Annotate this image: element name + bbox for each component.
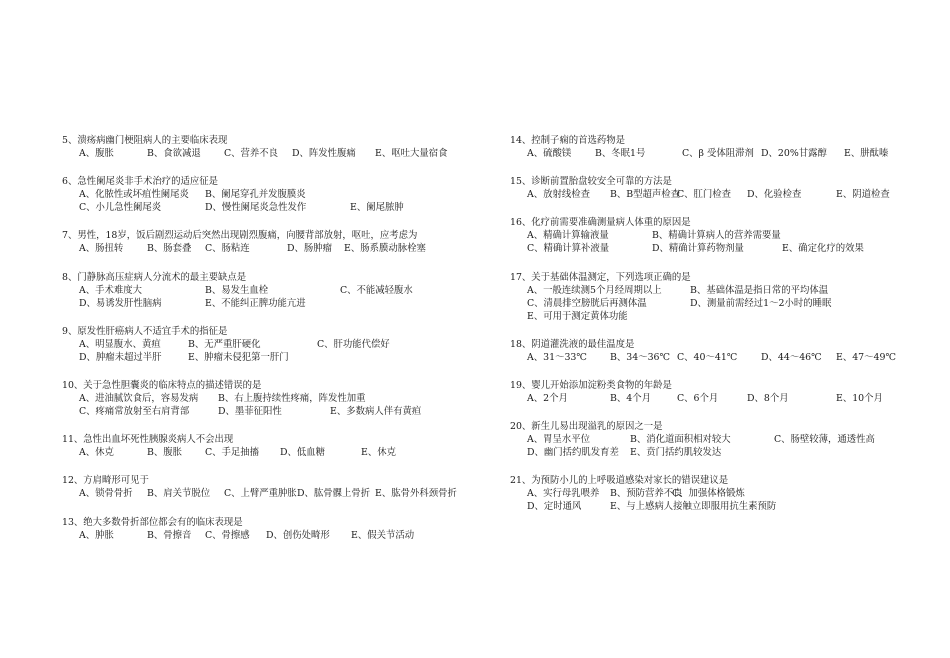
option-row [62,446,482,459]
question-6 [62,175,482,214]
option-b: B、基础体温是指日常的平均体温 [690,284,829,296]
option-e: E、不能纠正脾功能亢进 [205,297,306,309]
option-d: D、8个月 [747,392,789,404]
option-c: E、可用于测定黄体功能 [527,310,628,322]
option-row [62,284,482,297]
option-e: E、确定化疗的效果 [782,243,864,255]
option-c: C、精确计算补液量 [527,243,610,255]
option-d: D、肠肿瘤 [287,243,333,255]
option-a: A、休克 [79,447,114,459]
option-a: A、锁骨骨折 [79,488,133,500]
option-d: D、墨菲征阳性 [218,405,282,417]
question-21 [510,474,940,513]
option-c: C、上臂严重肿胀 [224,488,297,500]
question-text: 7、男性，18岁，饭后剧烈运动后突然出现剧烈腹痛，向腰背部放射，呕吐，应考虑为 [62,230,418,242]
option-d: D、创伤处畸形 [266,529,330,541]
option-c: C、加强体格锻炼 [672,488,745,500]
option-e: E、呕吐大量宿食 [375,148,448,159]
question-text: 18、阴道灌洗液的最佳温度是 [510,338,635,350]
option-d: D、44～46℃ [761,351,822,363]
option-a: A、一般连续测5个月经周期以上 [527,284,662,296]
option-row [62,201,482,214]
option-c: C、不能减轻腹水 [340,284,413,296]
question-8 [62,271,482,310]
question-text: 9、原发性肝癌病人不适宜手术的指征是 [62,325,228,337]
option-b: B、34～36℃ [610,351,670,363]
option-row [62,529,482,542]
question-10 [62,379,482,418]
question-14 [510,134,940,160]
option-a: A、精确计算输液量 [527,230,609,242]
question-9 [62,325,482,364]
option-a: A、2个月 [527,392,568,404]
question-7 [62,229,482,255]
question-5 [62,134,482,160]
question-text: 20、新生儿易出现溢乳的原因之一是 [510,421,663,433]
option-row [510,433,940,446]
option-b: B、右上腹持续性疼痛，阵发性加重 [218,392,366,404]
question-19 [510,379,940,405]
option-c: C、肝功能代偿好 [317,338,390,350]
left-column [62,134,482,557]
question-text: 11、急性出血坏死性胰腺炎病人不会出现 [62,434,234,446]
option-d: D、定时通风 [527,501,582,513]
option-a: A、进油腻饮食后，容易发病 [79,392,199,404]
option-row [510,310,940,323]
option-e: E、与上感病人接触立即服用抗生素预防 [610,501,777,513]
option-d: D、精确计算药物剂量 [652,243,744,255]
option-a: A、肿胀 [79,529,114,541]
option-d: D、易诱发肝性脑病 [79,297,162,309]
option-a: A、手术难度大 [79,284,143,296]
question-12 [62,474,482,500]
option-a: A、腹胀 [79,148,114,159]
option-c: C、骨擦感 [205,529,250,541]
option-e: E、假关节活动 [351,529,415,541]
option-b: B、肠套叠 [147,243,192,255]
question-11 [62,433,482,459]
option-a: A、放射线检查 [527,189,591,201]
option-c: C、肠壁较薄，通透性高 [774,434,875,446]
option-row [510,500,940,513]
question-text: 12、方肩畸形可见于 [62,475,149,487]
option-b: B、骨擦音 [147,529,192,541]
option-d: D、肿瘤未超过半肝 [79,351,162,363]
option-b: B、冬眠1号 [595,148,646,159]
option-d: D、慢性阑尾炎急性发作 [205,202,307,214]
option-e: E、肱骨外科颈骨折 [375,488,457,500]
question-text: 19、婴儿开始添加淀粉类食物的年龄是 [510,379,672,391]
right-column [510,134,940,529]
option-e: E、贲门括约肌较发达 [630,447,722,459]
option-d: D、幽门括约肌发育差 [527,447,619,459]
option-e: E、阴道检查 [836,189,890,201]
option-b: B、B型超声检查 [610,189,681,201]
option-row [62,338,482,351]
option-d: D、化验检查 [747,189,802,201]
option-a: A、实行母乳喂养 [527,488,600,500]
question-text: 15、诊断前置胎盘较安全可靠的方法是 [510,176,672,188]
option-row [62,487,482,500]
option-row [510,487,940,500]
option-b: B、4个月 [610,392,651,404]
question-text: 6、急性阑尾炎非手术治疗的适应征是 [62,176,218,188]
option-b: B、无严重肝硬化 [188,338,261,350]
option-b: B、精确计算病人的营养需要量 [652,230,781,242]
question-15 [510,175,940,201]
option-row [510,351,940,364]
option-c: C、疼痛常放射至右肩背部 [79,405,190,417]
option-b: B、易发生血栓 [205,284,269,296]
option-row [62,392,482,405]
option-e: E、肼酞嗪 [844,148,889,159]
option-row [62,188,482,201]
option-row [510,229,940,242]
question-text: 8、门静脉高压症病人分流术的最主要缺点是 [62,271,247,283]
option-c: C、β 受体阻滞剂 [682,148,754,159]
option-row [510,147,940,160]
option-c: C、手足抽搐 [205,447,260,459]
option-e: E、47～49℃ [836,351,896,363]
question-text: 17、关于基础体温测定，下列选项正确的是 [510,271,691,283]
option-row [510,392,940,405]
question-text: 10、关于急性胆囊炎的临床特点的描述错误的是 [62,379,262,391]
option-c: C、肛门检查 [677,189,732,201]
option-row [510,188,940,201]
option-a: A、31～33℃ [527,351,587,363]
option-row [62,351,482,364]
option-row [62,147,482,160]
option-row [62,297,482,310]
option-e: E、多数病人伴有黄疸 [330,405,422,417]
option-d: D、肱骨髁上骨折 [297,488,371,500]
option-c: C、小儿急性阑尾炎 [79,202,162,214]
option-c: C、营养不良 [224,148,279,159]
option-e: E、肠系膜动脉栓塞 [344,243,426,255]
question-13 [62,516,482,542]
option-a: A、肠扭转 [79,243,124,255]
option-b: B、预防营养不良 [610,488,683,500]
option-row [510,284,940,297]
option-a: A、胃呈水平位 [527,434,591,446]
option-row [510,242,940,255]
question-20 [510,420,940,459]
option-b: B、消化道面积相对较大 [630,434,731,446]
option-b: B、肩关节脱位 [147,488,211,500]
option-a: A、化脓性或坏疽性阑尾炎 [79,189,189,201]
option-d: D、低血糖 [280,447,326,459]
option-c: C、6个月 [677,392,719,404]
option-d: D、20%甘露醇 [761,148,827,159]
question-16 [510,216,940,255]
option-d: D、阵发性腹痛 [292,148,356,159]
option-b: B、食欲减退 [147,148,201,159]
option-b: B、腹胀 [147,447,183,459]
option-e: E、10个月 [836,392,883,404]
option-d: D、测量前需经过1～2小时的睡眠 [690,297,832,309]
option-e: E、肿瘤未侵犯第一肝门 [188,351,289,363]
question-text: 13、绝大多数骨折部位都会有的临床表现是 [62,516,243,528]
option-e: E、阑尾脓肿 [350,202,404,214]
question-text: 5、溃疡病幽门梗阻病人的主要临床表现 [62,135,228,146]
question-text: 21、为预防小儿的上呼吸道感染对家长的错误建议是 [510,475,729,487]
option-c: C、40～41℃ [677,351,738,363]
question-text: 16、化疗前需要准确测量病人体重的原因是 [510,217,691,229]
question-18 [510,338,940,364]
option-row [62,405,482,418]
question-17 [510,271,940,323]
option-c: C、清晨排空膀胱后再测体温 [527,297,647,309]
option-e: E、休克 [361,447,396,459]
option-c: C、肠粘连 [205,243,250,255]
option-row [510,297,940,310]
option-a: A、明显腹水、黄疸 [79,338,161,350]
option-row [510,446,940,459]
option-b: B、阑尾穿孔并发腹膜炎 [205,189,306,201]
option-a: A、硫酸镁 [527,148,572,159]
question-text: 14、控制子痫的首选药物是 [510,135,626,146]
option-row [62,242,482,255]
